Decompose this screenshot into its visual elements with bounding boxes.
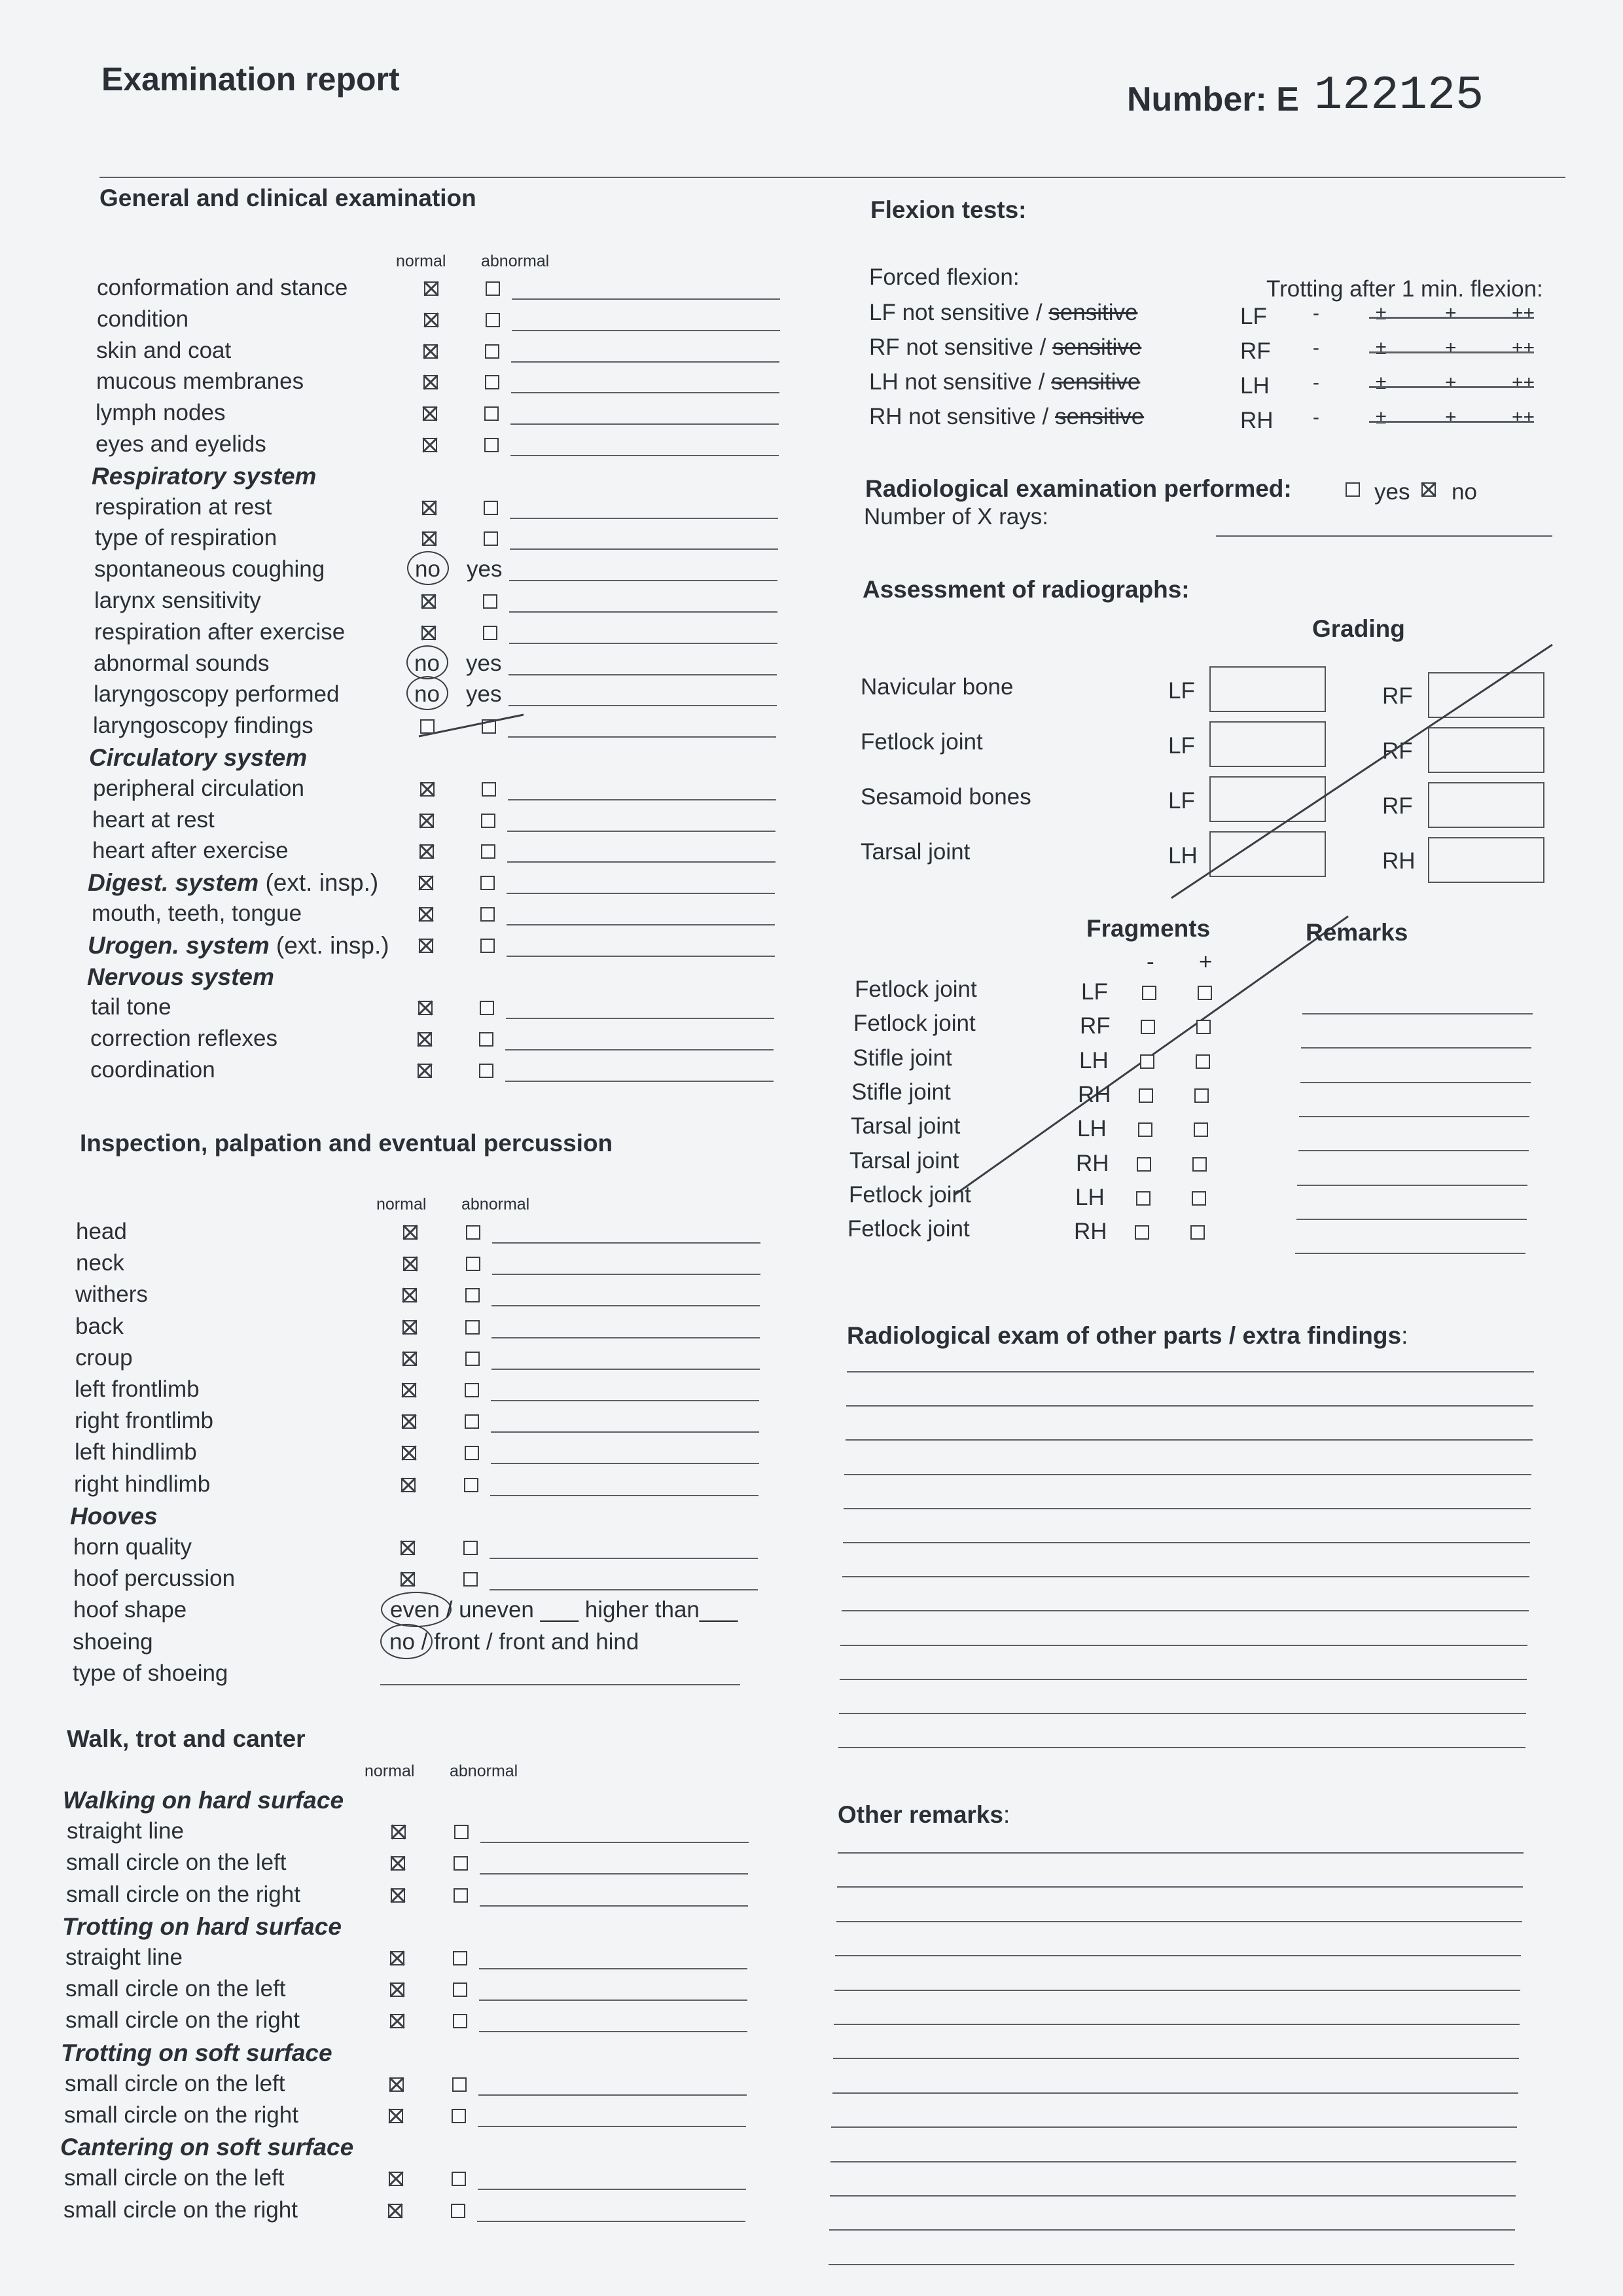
inspection-options-text[interactable]: no / front / front and hind [389, 1628, 639, 1655]
flexion-leg-label: RH [1240, 408, 1274, 433]
flexion-scale-mark: - [1313, 406, 1319, 428]
fragment-minus-checkbox[interactable] [1137, 1157, 1151, 1172]
walk-section-title: Walk, trot and canter [67, 1725, 306, 1752]
inspection-row-label: right hindlimb [74, 1471, 211, 1497]
fragment-remark-line[interactable] [1296, 1219, 1527, 1220]
general-subheading-text: Respiratory system [92, 462, 317, 490]
assessment-title: Assessment of radiographs: [863, 576, 1190, 603]
general-row-label: correction reflexes [90, 1026, 277, 1052]
flexion-scale-mark: ++ [1512, 337, 1535, 359]
fragment-leg-label: RF [1080, 1013, 1111, 1039]
inspection-row-label: croup [75, 1344, 133, 1371]
general-row-label: peripheral circulation [93, 775, 304, 801]
radiological-performed-label: Radiological examination performed: [865, 475, 1292, 502]
general-row-label: spontaneous coughing [94, 556, 325, 583]
inspection-options-text[interactable]: even / uneven ___ higher than___ [390, 1597, 738, 1623]
inspection-section-title: Inspection, palpation and eventual percussion [80, 1130, 613, 1157]
assessment-left-leg: LH [1168, 843, 1198, 869]
flexion-leg-label: LF [1240, 304, 1267, 329]
extra-findings-line[interactable] [840, 1645, 1527, 1646]
inspection-row-label: horn quality [73, 1534, 192, 1560]
report-title: Examination report [101, 61, 400, 98]
other-remarks-line[interactable] [838, 1852, 1524, 1854]
fragment-plus-checkbox[interactable] [1192, 1191, 1206, 1206]
remarks-title: Remarks [1306, 919, 1408, 946]
general-col-abnormal: abnormal [481, 252, 550, 270]
walk-row-label: small circle on the right [64, 2102, 298, 2128]
flexion-scale-mark: ++ [1512, 406, 1535, 428]
fragment-leg-label: RH [1074, 1219, 1107, 1245]
fragment-minus-checkbox[interactable] [1136, 1191, 1150, 1206]
extra-findings-line[interactable] [839, 1713, 1526, 1714]
radiological-no-label: no [1452, 479, 1477, 505]
assessment-right-leg: RF [1382, 683, 1413, 709]
inspection-col-abnormal: abnormal [461, 1195, 530, 1213]
general-subheading-text: Digest. system [88, 869, 259, 897]
inspection-row-label: left frontlimb [75, 1376, 200, 1402]
fragment-minus-checkbox[interactable] [1142, 986, 1156, 1000]
fragment-remark-line[interactable] [1301, 1047, 1531, 1049]
extra-findings-line[interactable] [842, 1576, 1529, 1577]
walk-subheading-text: Walking on hard surface [63, 1787, 344, 1814]
fragment-plus-checkbox[interactable] [1190, 1225, 1205, 1240]
flexion-not-sensitive: LH not sensitive / [869, 369, 1052, 395]
fragment-remark-line[interactable] [1295, 1253, 1525, 1254]
assessment-row-label: Navicular bone [861, 674, 1014, 700]
walk-subheading-text: Trotting on hard surface [62, 1912, 342, 1940]
flexion-leg-label: RF [1240, 338, 1271, 364]
general-choice-yes[interactable]: yes [466, 650, 502, 676]
assessment-right-leg: RH [1382, 848, 1416, 874]
assessment-left-leg: LF [1168, 788, 1195, 814]
flexion-title: Flexion tests: [870, 196, 1027, 223]
general-choice-no[interactable]: no [415, 556, 440, 583]
other-remarks-line[interactable] [829, 2264, 1514, 2265]
fragment-minus-checkbox[interactable] [1141, 1020, 1155, 1034]
other-remarks-title-text: Other remarks [838, 1801, 1003, 1828]
other-remarks-line[interactable] [832, 2092, 1518, 2094]
fragment-row-label: Stifle joint [851, 1079, 951, 1105]
general-row-label: type of respiration [95, 525, 277, 551]
flexion-sensitive-struck: sensitive [1052, 334, 1142, 360]
fragment-minus-checkbox[interactable] [1140, 1054, 1154, 1069]
general-row-label: tail tone [91, 994, 171, 1020]
general-subheading-text: Nervous system [87, 963, 274, 990]
fragment-plus-checkbox[interactable] [1194, 1088, 1209, 1103]
general-row-label: mucous membranes [96, 368, 304, 395]
assessment-right-leg: RF [1382, 738, 1413, 764]
other-remarks-colon: : [1003, 1801, 1010, 1828]
flexion-scale-mark: ± [1376, 406, 1387, 428]
flexion-scale-mark: + [1445, 337, 1457, 359]
general-section-title: General and clinical examination [99, 185, 476, 211]
inspection-row-label: hoof percussion [73, 1566, 236, 1592]
flexion-scale-mark: - [1313, 302, 1319, 324]
walk-col-abnormal: abnormal [450, 1762, 518, 1780]
assessment-row-label: Sesamoid bones [861, 784, 1031, 810]
fragment-plus-checkbox[interactable] [1192, 1157, 1207, 1172]
assessment-row-label: Fetlock joint [861, 729, 983, 755]
fragment-plus-checkbox[interactable] [1196, 1054, 1210, 1069]
general-choice-yes[interactable]: yes [467, 556, 503, 583]
general-row-label: coordination [90, 1057, 215, 1083]
general-subheading-suffix: (ext. insp.) [259, 869, 379, 897]
general-col-normal: normal [396, 252, 446, 270]
fragment-row-label: Tarsal joint [851, 1113, 961, 1139]
general-choice-no[interactable]: no [414, 681, 440, 708]
other-remarks-line[interactable] [834, 2024, 1520, 2025]
fragment-minus-checkbox[interactable] [1135, 1225, 1149, 1240]
general-row-label: respiration at rest [95, 493, 272, 520]
flexion-scale-mark: + [1445, 372, 1457, 393]
general-row-label: heart after exercise [92, 838, 289, 864]
general-row-label: lymph nodes [96, 400, 226, 426]
fragment-minus-checkbox[interactable] [1139, 1088, 1153, 1103]
trotting-flexion-label: Trotting after 1 min. flexion: [1266, 276, 1543, 302]
forced-flexion-label: Forced flexion: [869, 264, 1020, 290]
xrays-count-label: Number of X rays: [864, 504, 1049, 529]
general-row-label: heart at rest [92, 806, 215, 833]
other-remarks-title [838, 1801, 1010, 1829]
fragment-plus-checkbox[interactable] [1196, 1020, 1211, 1034]
flexion-sensitive-struck: sensitive [1055, 404, 1145, 429]
general-subheading-suffix: (ext. insp.) [269, 931, 389, 959]
assessment-left-leg: LF [1168, 678, 1195, 704]
fragments-title: Fragments [1086, 915, 1211, 942]
general-row-label: eyes and eyelids [96, 431, 266, 457]
inspection-row-label: hoof shape [73, 1597, 187, 1623]
fragment-row-label: Tarsal joint [849, 1147, 959, 1174]
inspection-col-normal: normal [376, 1195, 427, 1213]
other-remarks-line[interactable] [833, 2058, 1519, 2059]
fragment-leg-label: LH [1079, 1047, 1109, 1073]
flexion-not-sensitive: LF not sensitive / [869, 300, 1049, 325]
inspection-row-label: neck [76, 1250, 124, 1276]
fragment-leg-label: LH [1075, 1184, 1105, 1210]
extra-findings-line[interactable] [846, 1405, 1533, 1407]
flexion-scale-mark: ++ [1512, 302, 1535, 324]
fragment-remark-line[interactable] [1299, 1116, 1529, 1117]
walk-row-label: straight line [67, 1818, 184, 1844]
fragment-minus-checkbox[interactable] [1138, 1122, 1152, 1137]
general-row-label: skin and coat [96, 337, 232, 363]
inspection-subheading-text: Hooves [70, 1502, 158, 1530]
walk-row-label: small circle on the right [65, 2007, 300, 2034]
general-row-label: larynx sensitivity [94, 588, 261, 613]
other-remarks-line[interactable] [830, 2195, 1516, 2197]
fragment-remark-line[interactable] [1297, 1185, 1527, 1186]
general-row-label: laryngoscopy findings [93, 713, 313, 739]
inspection-row-label: left hindlimb [75, 1439, 197, 1465]
flexion-sensitive-struck: sensitive [1048, 300, 1138, 325]
general-row-label: laryngoscopy performed [94, 681, 340, 708]
other-remarks-line[interactable] [834, 1990, 1520, 1991]
fragment-row-label: Fetlock joint [855, 977, 977, 1002]
fragment-leg-label: LH [1077, 1116, 1107, 1142]
extra-findings-line[interactable] [846, 1439, 1533, 1441]
other-remarks-line[interactable] [831, 2126, 1517, 2128]
general-subheading-text: Circulatory system [89, 744, 308, 771]
inspection-row-label: head [76, 1219, 127, 1244]
fragment-row-label: Stifle joint [853, 1045, 952, 1071]
fragment-remark-line[interactable] [1298, 1150, 1529, 1151]
extra-findings-line[interactable] [843, 1542, 1530, 1543]
fragment-leg-label: RH [1078, 1081, 1111, 1107]
walk-col-normal: normal [365, 1762, 415, 1780]
extra-findings-line[interactable] [838, 1747, 1525, 1748]
fragment-plus-checkbox[interactable] [1198, 986, 1212, 1000]
walk-row-label: straight line [65, 1945, 183, 1970]
flexion-scale-mark: - [1313, 372, 1319, 393]
inspection-row-label: withers [75, 1282, 148, 1308]
fragment-leg-label: LF [1081, 979, 1108, 1005]
flexion-not-sensitive: RF not sensitive / [869, 334, 1053, 360]
extra-findings-title [847, 1322, 1408, 1350]
flexion-scale-mark: - [1313, 337, 1319, 359]
fragment-row-label: Fetlock joint [849, 1181, 971, 1208]
other-remarks-line[interactable] [830, 2161, 1516, 2162]
fragment-plus-checkbox[interactable] [1194, 1122, 1208, 1137]
flexion-sensitive-struck: sensitive [1051, 369, 1141, 395]
fragment-remark-line[interactable] [1300, 1082, 1531, 1083]
walk-subheading-text: Cantering on soft surface [60, 2134, 354, 2161]
general-subheading-text: Urogen. system [88, 931, 270, 959]
assessment-row-label: Tarsal joint [861, 839, 971, 865]
fragment-row-label: Fetlock joint [853, 1011, 976, 1037]
grading-label: Grading [1312, 615, 1405, 642]
extra-findings-line[interactable] [844, 1474, 1531, 1475]
inspection-row-label: back [75, 1313, 124, 1339]
fragment-row-label: Fetlock joint [847, 1216, 970, 1242]
extra-findings-line[interactable] [840, 1679, 1527, 1680]
extra-findings-line[interactable] [844, 1508, 1531, 1509]
general-row-label: mouth, teeth, tongue [92, 901, 302, 926]
fragment-leg-label: RH [1076, 1150, 1109, 1176]
other-remarks-line[interactable] [836, 1921, 1522, 1922]
walk-row-label: small circle on the right [63, 2197, 298, 2223]
fragments-plus-header: + [1199, 949, 1213, 975]
report-number-value: 122125 [1314, 69, 1484, 122]
flexion-not-sensitive: RH not sensitive / [869, 404, 1055, 429]
flexion-scale-mark: ± [1376, 372, 1387, 393]
fragments-minus-header: - [1147, 949, 1154, 975]
walk-subheading-text: Trotting on soft surface [61, 2039, 332, 2066]
extra-findings-title-text: Radiological exam of other parts / extra findings [847, 1322, 1402, 1349]
general-choice-yes[interactable]: yes [466, 681, 502, 708]
general-choice-no[interactable]: no [414, 650, 440, 676]
walk-row-label: small circle on the right [66, 1881, 300, 1907]
flexion-scale-mark: ++ [1512, 372, 1535, 393]
flexion-scale-mark: ± [1376, 337, 1387, 359]
inspection-row-label: shoeing [73, 1628, 153, 1655]
walk-row-label: small circle on the left [66, 1850, 287, 1876]
general-row-label: abnormal sounds [94, 650, 270, 676]
flexion-leg-label: LH [1240, 373, 1270, 399]
extra-findings-colon: : [1401, 1322, 1408, 1349]
flexion-scale-mark: + [1445, 406, 1457, 428]
assessment-left-leg: LF [1168, 733, 1195, 759]
flexion-scale-mark: ± [1376, 302, 1387, 324]
other-remarks-line[interactable] [835, 1955, 1521, 1956]
radiological-yes-label: yes [1374, 479, 1410, 505]
walk-row-label: small circle on the left [65, 1976, 286, 2002]
general-row-label: condition [97, 306, 189, 332]
extra-findings-line[interactable] [842, 1610, 1529, 1611]
general-row-label: respiration after exercise [94, 619, 346, 645]
report-number-label: Number: E [1127, 81, 1299, 118]
extra-findings-line[interactable] [847, 1371, 1534, 1372]
walk-row-label: small circle on the left [64, 2165, 285, 2191]
flexion-scale-mark: + [1445, 302, 1457, 324]
general-row-label: conformation and stance [97, 275, 348, 300]
assessment-right-leg: RF [1382, 793, 1413, 819]
other-remarks-line[interactable] [837, 1886, 1523, 1888]
inspection-row-label: type of shoeing [73, 1660, 228, 1686]
walk-row-label: small circle on the left [65, 2070, 285, 2096]
fragment-remark-line[interactable] [1302, 1013, 1533, 1014]
other-remarks-line[interactable] [829, 2229, 1515, 2231]
inspection-row-label: right frontlimb [75, 1408, 214, 1434]
